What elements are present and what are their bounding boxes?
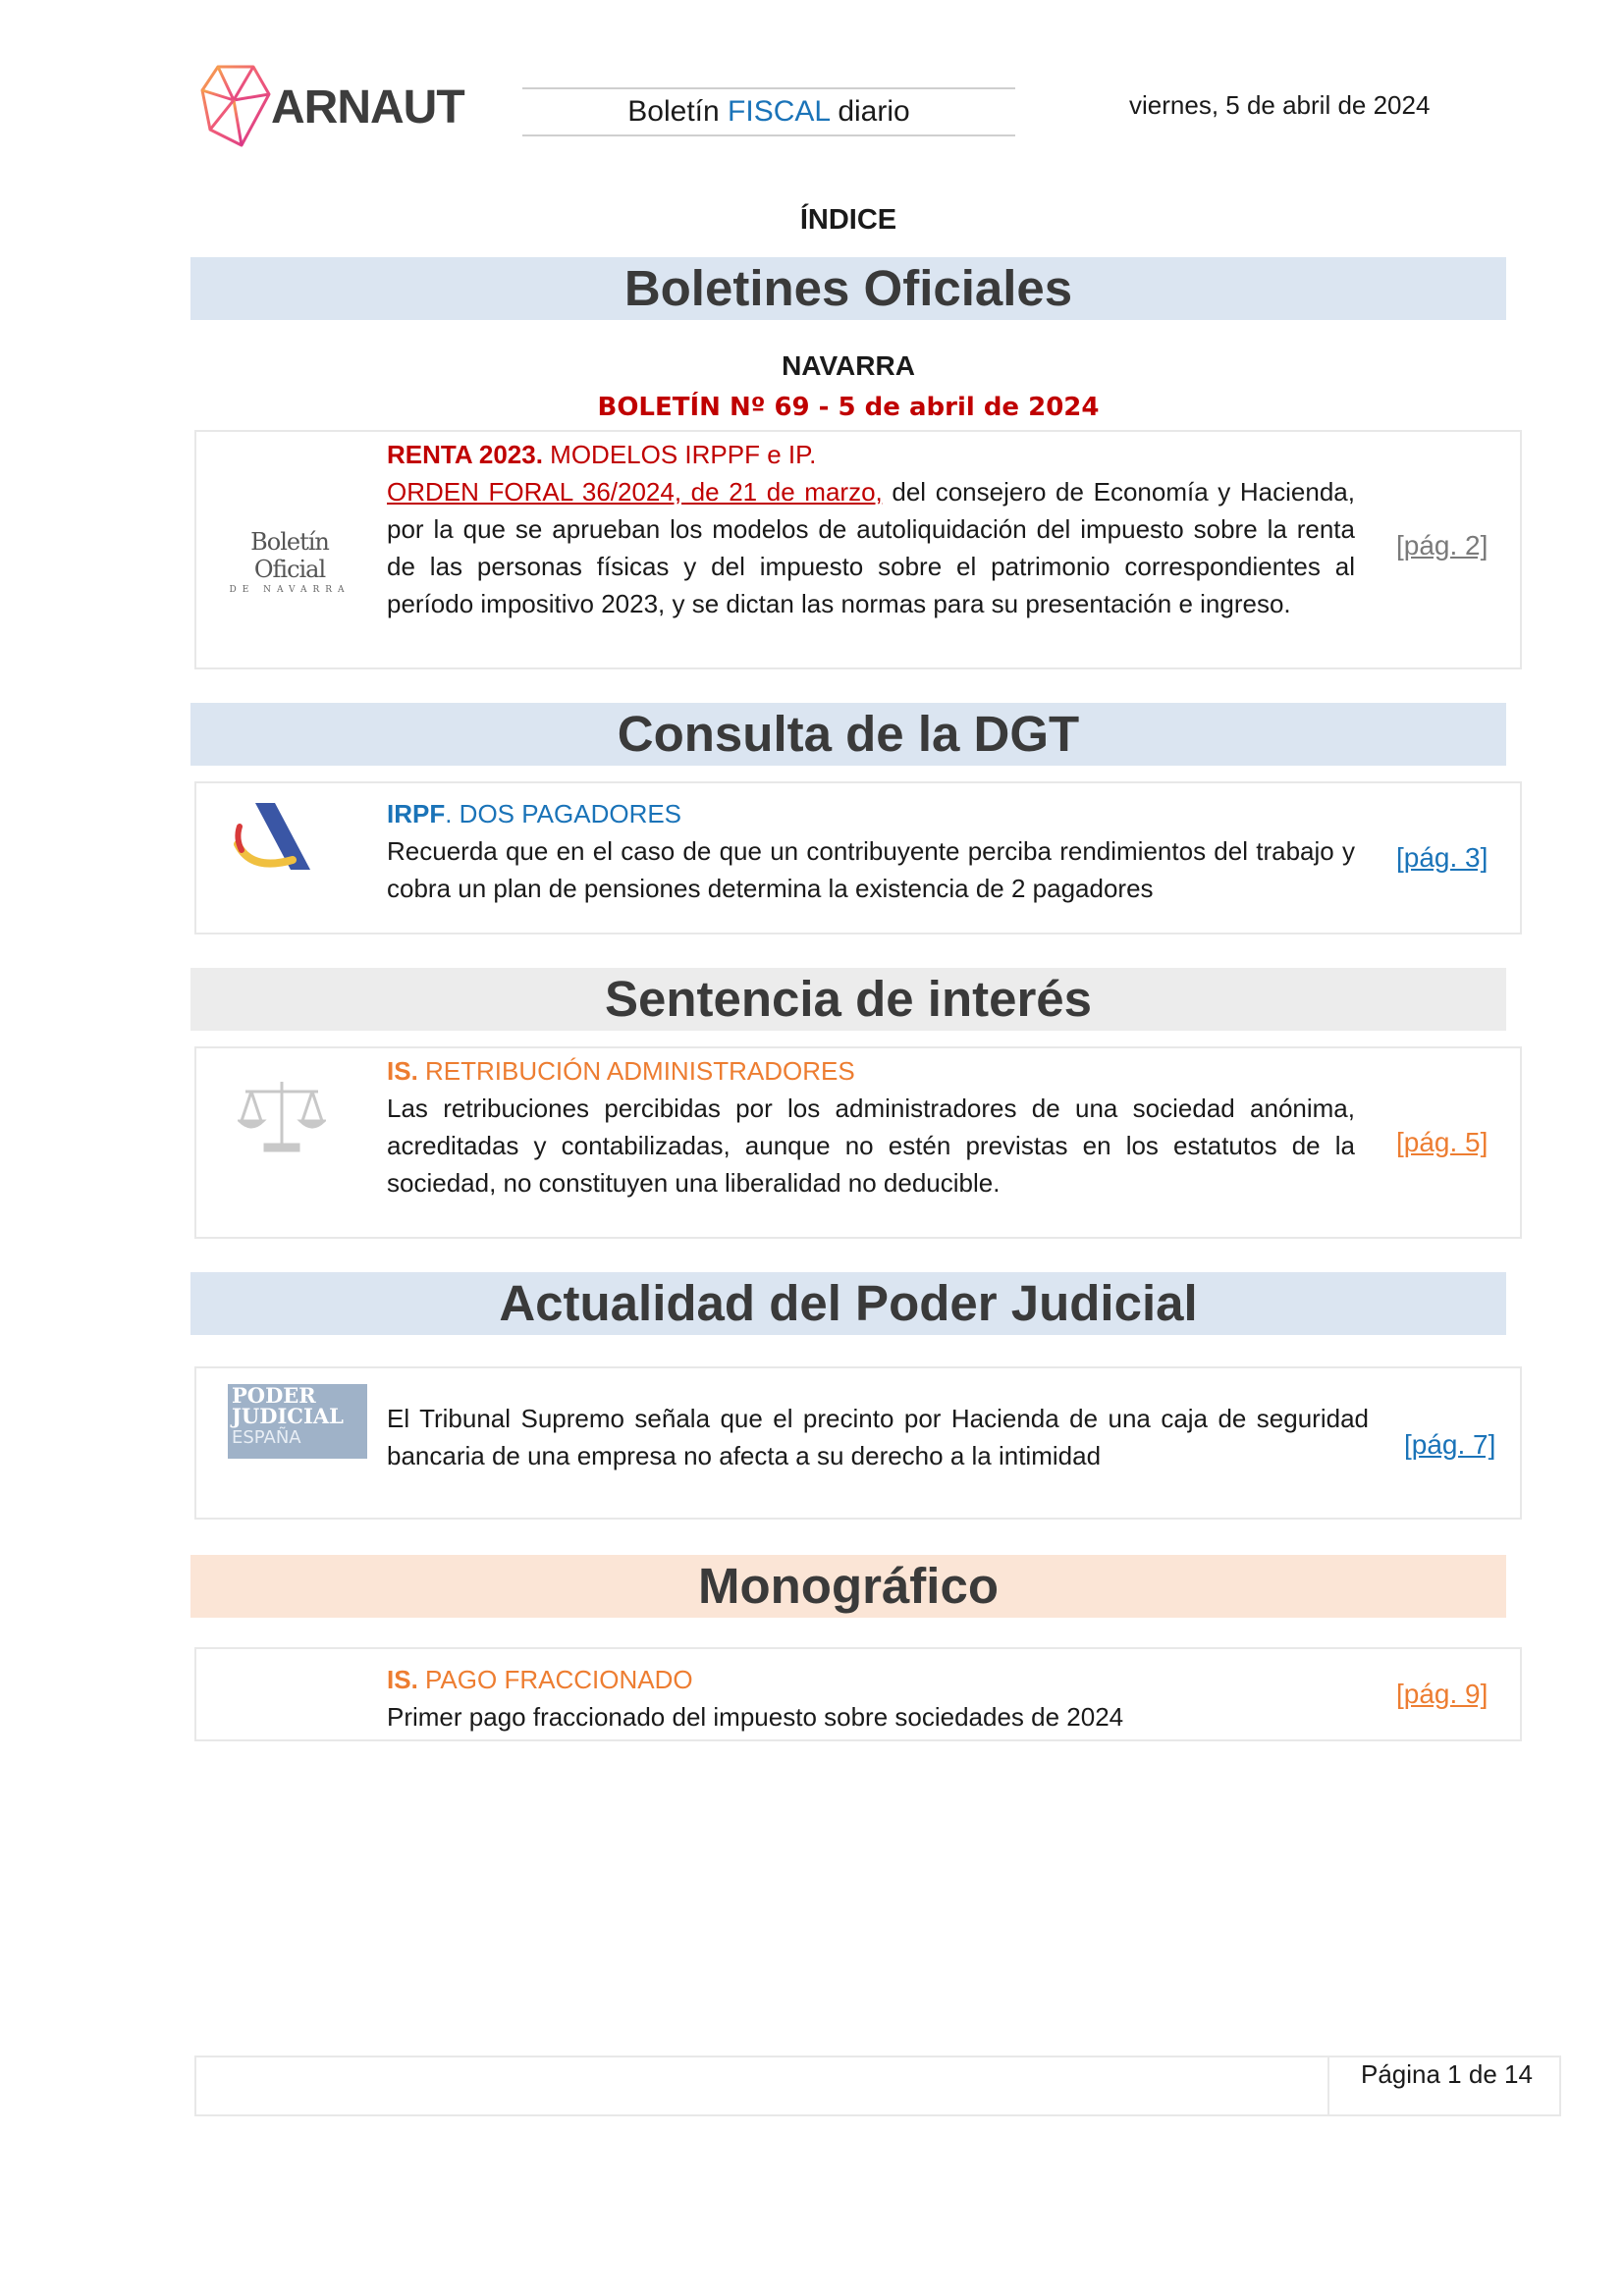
- page-number: Página 1 de 14: [1361, 2059, 1533, 2089]
- entry-text: Primer pago fraccionado del impuesto sobre sociedades de 2024: [387, 1702, 1124, 1732]
- entry-text: del consejero de Economía y Hacienda, por la que se aprueban los modelos de autoliquidación del impuesto sobre la renta de las personas físicas y del impuesto sobre el patrimonio correspondientes al período impositivo 2023, y se dictan las normas para su presentación e ingreso.: [387, 477, 1355, 618]
- section-band-dgt: Consulta de la DGT: [190, 703, 1506, 766]
- arnaut-gem-icon: [196, 61, 275, 151]
- index-heading: ÍNDICE: [799, 204, 897, 236]
- entry-title: IRPF. DOS PAGADORES: [387, 799, 682, 828]
- orden-foral-link[interactable]: ORDEN FORAL 36/2024, de 21 de marzo,: [387, 477, 883, 507]
- page-link-5[interactable]: [pág. 5]: [1396, 1127, 1489, 1157]
- section-band-monografico: Monográfico: [190, 1555, 1506, 1618]
- section-band-poder-judicial: Actualidad del Poder Judicial: [190, 1272, 1506, 1335]
- entry-body: [387, 1400, 1369, 1474]
- entry-body: [387, 1052, 1355, 1201]
- page-link-9[interactable]: [pág. 9]: [1396, 1679, 1489, 1709]
- region-heading: NAVARRA: [782, 350, 915, 381]
- bulletin-title: [522, 87, 1015, 136]
- entry-text: Recuerda que en el caso de que un contribuyente perciba rendimientos del trabajo y cobra un plan de pensiones determina la existencia de 2 pagadores: [387, 836, 1355, 903]
- arnaut-logo: [196, 61, 464, 151]
- entry-poder-judicial: [194, 1366, 1522, 1520]
- title-accent: FISCAL: [728, 95, 830, 128]
- footer-divider: [1327, 2056, 1329, 2116]
- entry-title: IS. RETRIBUCIÓN ADMINISTRADORES: [387, 1056, 855, 1086]
- entry-monografico: [194, 1647, 1522, 1741]
- logo-wordmark: ARNAUT: [271, 81, 464, 133]
- section-band-boletines: Boletines Oficiales: [190, 257, 1506, 320]
- entry-text: El Tribunal Supremo señala que el precinto por Hacienda de una caja de seguridad bancaria de una empresa no afecta a su derecho a la intimidad: [387, 1404, 1369, 1470]
- poder-judicial-logo: PODER JUDICIAL ESPAÑA: [228, 1384, 367, 1459]
- page-link-7[interactable]: [pág. 7]: [1404, 1429, 1496, 1460]
- entry-dgt: [194, 781, 1522, 934]
- section-band-sentencia: Sentencia de interés: [190, 968, 1506, 1031]
- entry-sentencia: [194, 1046, 1522, 1239]
- entry-body: [387, 795, 1355, 907]
- entry-body: [387, 436, 1355, 622]
- agencia-tributaria-icon: [232, 799, 320, 878]
- entry-title: IS. PAGO FRACCIONADO: [387, 1665, 693, 1694]
- bulletin-number: BOLETÍN Nº 69 - 5 de abril de 2024: [597, 393, 1100, 422]
- footer-box: [194, 2056, 1561, 2116]
- issue-date: viernes, 5 de abril de 2024: [1129, 90, 1431, 120]
- entry-body: [387, 1661, 1355, 1735]
- page-link-2[interactable]: [pág. 2]: [1396, 530, 1489, 561]
- scales-of-justice-icon: [238, 1076, 326, 1154]
- boletin-navarra-logo: Boletín Oficial DE NAVARRA: [229, 528, 351, 595]
- title-prefix: Boletín: [627, 95, 720, 128]
- entry-text: Las retribuciones percibidas por los administradores de una sociedad anónima, acreditadas y contabilizadas, aunque no estén previstas en los estatutos de la sociedad, no constituyen una liberalidad no deducible.: [387, 1094, 1355, 1198]
- entry-navarra: [194, 430, 1522, 669]
- page-link-3[interactable]: [pág. 3]: [1396, 842, 1489, 873]
- entry-title: RENTA 2023. MODELOS IRPPF e IP.: [387, 440, 817, 469]
- title-suffix: diario: [838, 95, 910, 128]
